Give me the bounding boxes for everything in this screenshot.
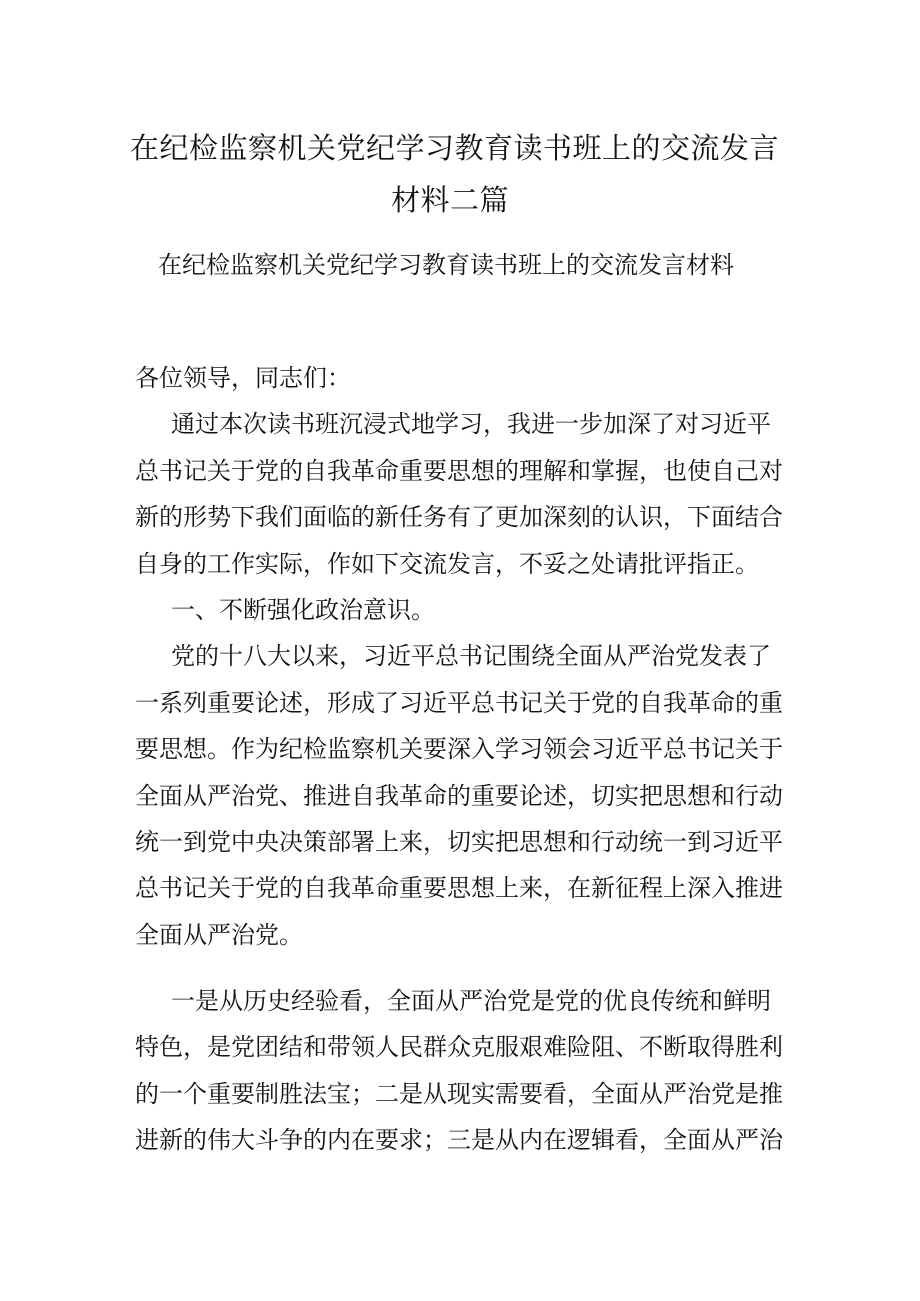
paragraph-line: 自身的工作实际，作如下交流发言，不妥之处请批评指正。 — [135, 549, 759, 578]
paragraph-line: 总书记关于党的自我革命重要思想上来，在新征程上深入推进 — [135, 874, 783, 903]
paragraph-line: 总书记关于党的自我革命重要思想的理解和掌握，也使自己对 — [135, 456, 783, 485]
paragraph-line: 党的十八大以来，习近平总书记围绕全面从严治党发表了 — [171, 642, 771, 671]
paragraph-line: 新的形势下我们面临的新任务有了更加深刻的认识，下面结合 — [135, 503, 783, 532]
document-title — [130, 122, 780, 226]
paragraph-section-2 — [135, 978, 785, 1164]
paragraph-gap — [135, 958, 785, 978]
salutation: 各位领导，同志们： — [135, 364, 351, 392]
paragraph-line: 通过本次读书班沉浸式地学习，我进一步加深了对习近平 — [171, 410, 771, 439]
title-line-1: 在纪检监察机关党纪学习教育读书班上的交流发言 — [130, 131, 780, 165]
paragraph-line: 一是从历史经验看，全面从严治党是党的优良传统和鲜明 — [171, 987, 771, 1016]
paragraph-line: 全面从严治党。 — [135, 920, 303, 949]
title-line-2: 材料二篇 — [390, 183, 509, 217]
paragraph-line: 一系列重要论述，形成了习近平总书记关于党的自我革命的重 — [135, 688, 783, 717]
document-subtitle: 在纪检监察机关党纪学习教育读书班上的交流发言材料 — [158, 251, 734, 279]
paragraph-line: 要思想。作为纪检监察机关要深入学习领会习近平总书记关于 — [135, 735, 783, 764]
paragraph-line: 特色，是党团结和带领人民群众克服艰难险阻、不断取得胜利 — [135, 1033, 783, 1062]
paragraph-line: 全面从严治党、推进自我革命的重要论述，切实把思想和行动 — [135, 781, 783, 810]
paragraph-intro — [135, 401, 785, 587]
document-body — [135, 355, 785, 1164]
paragraph-section-1 — [135, 633, 785, 958]
section-heading: 一、不断强化政治意识。 — [171, 595, 435, 624]
paragraph-line: 统一到党中央决策部署上来，切实把思想和行动统一到习近平 — [135, 827, 783, 856]
paragraph-line: 进新的伟大斗争的内在要求；三是从内在逻辑看，全面从严治 — [135, 1126, 783, 1155]
paragraph-line: 的一个重要制胜法宝；二是从现实需要看，全面从严治党是推 — [135, 1079, 783, 1108]
